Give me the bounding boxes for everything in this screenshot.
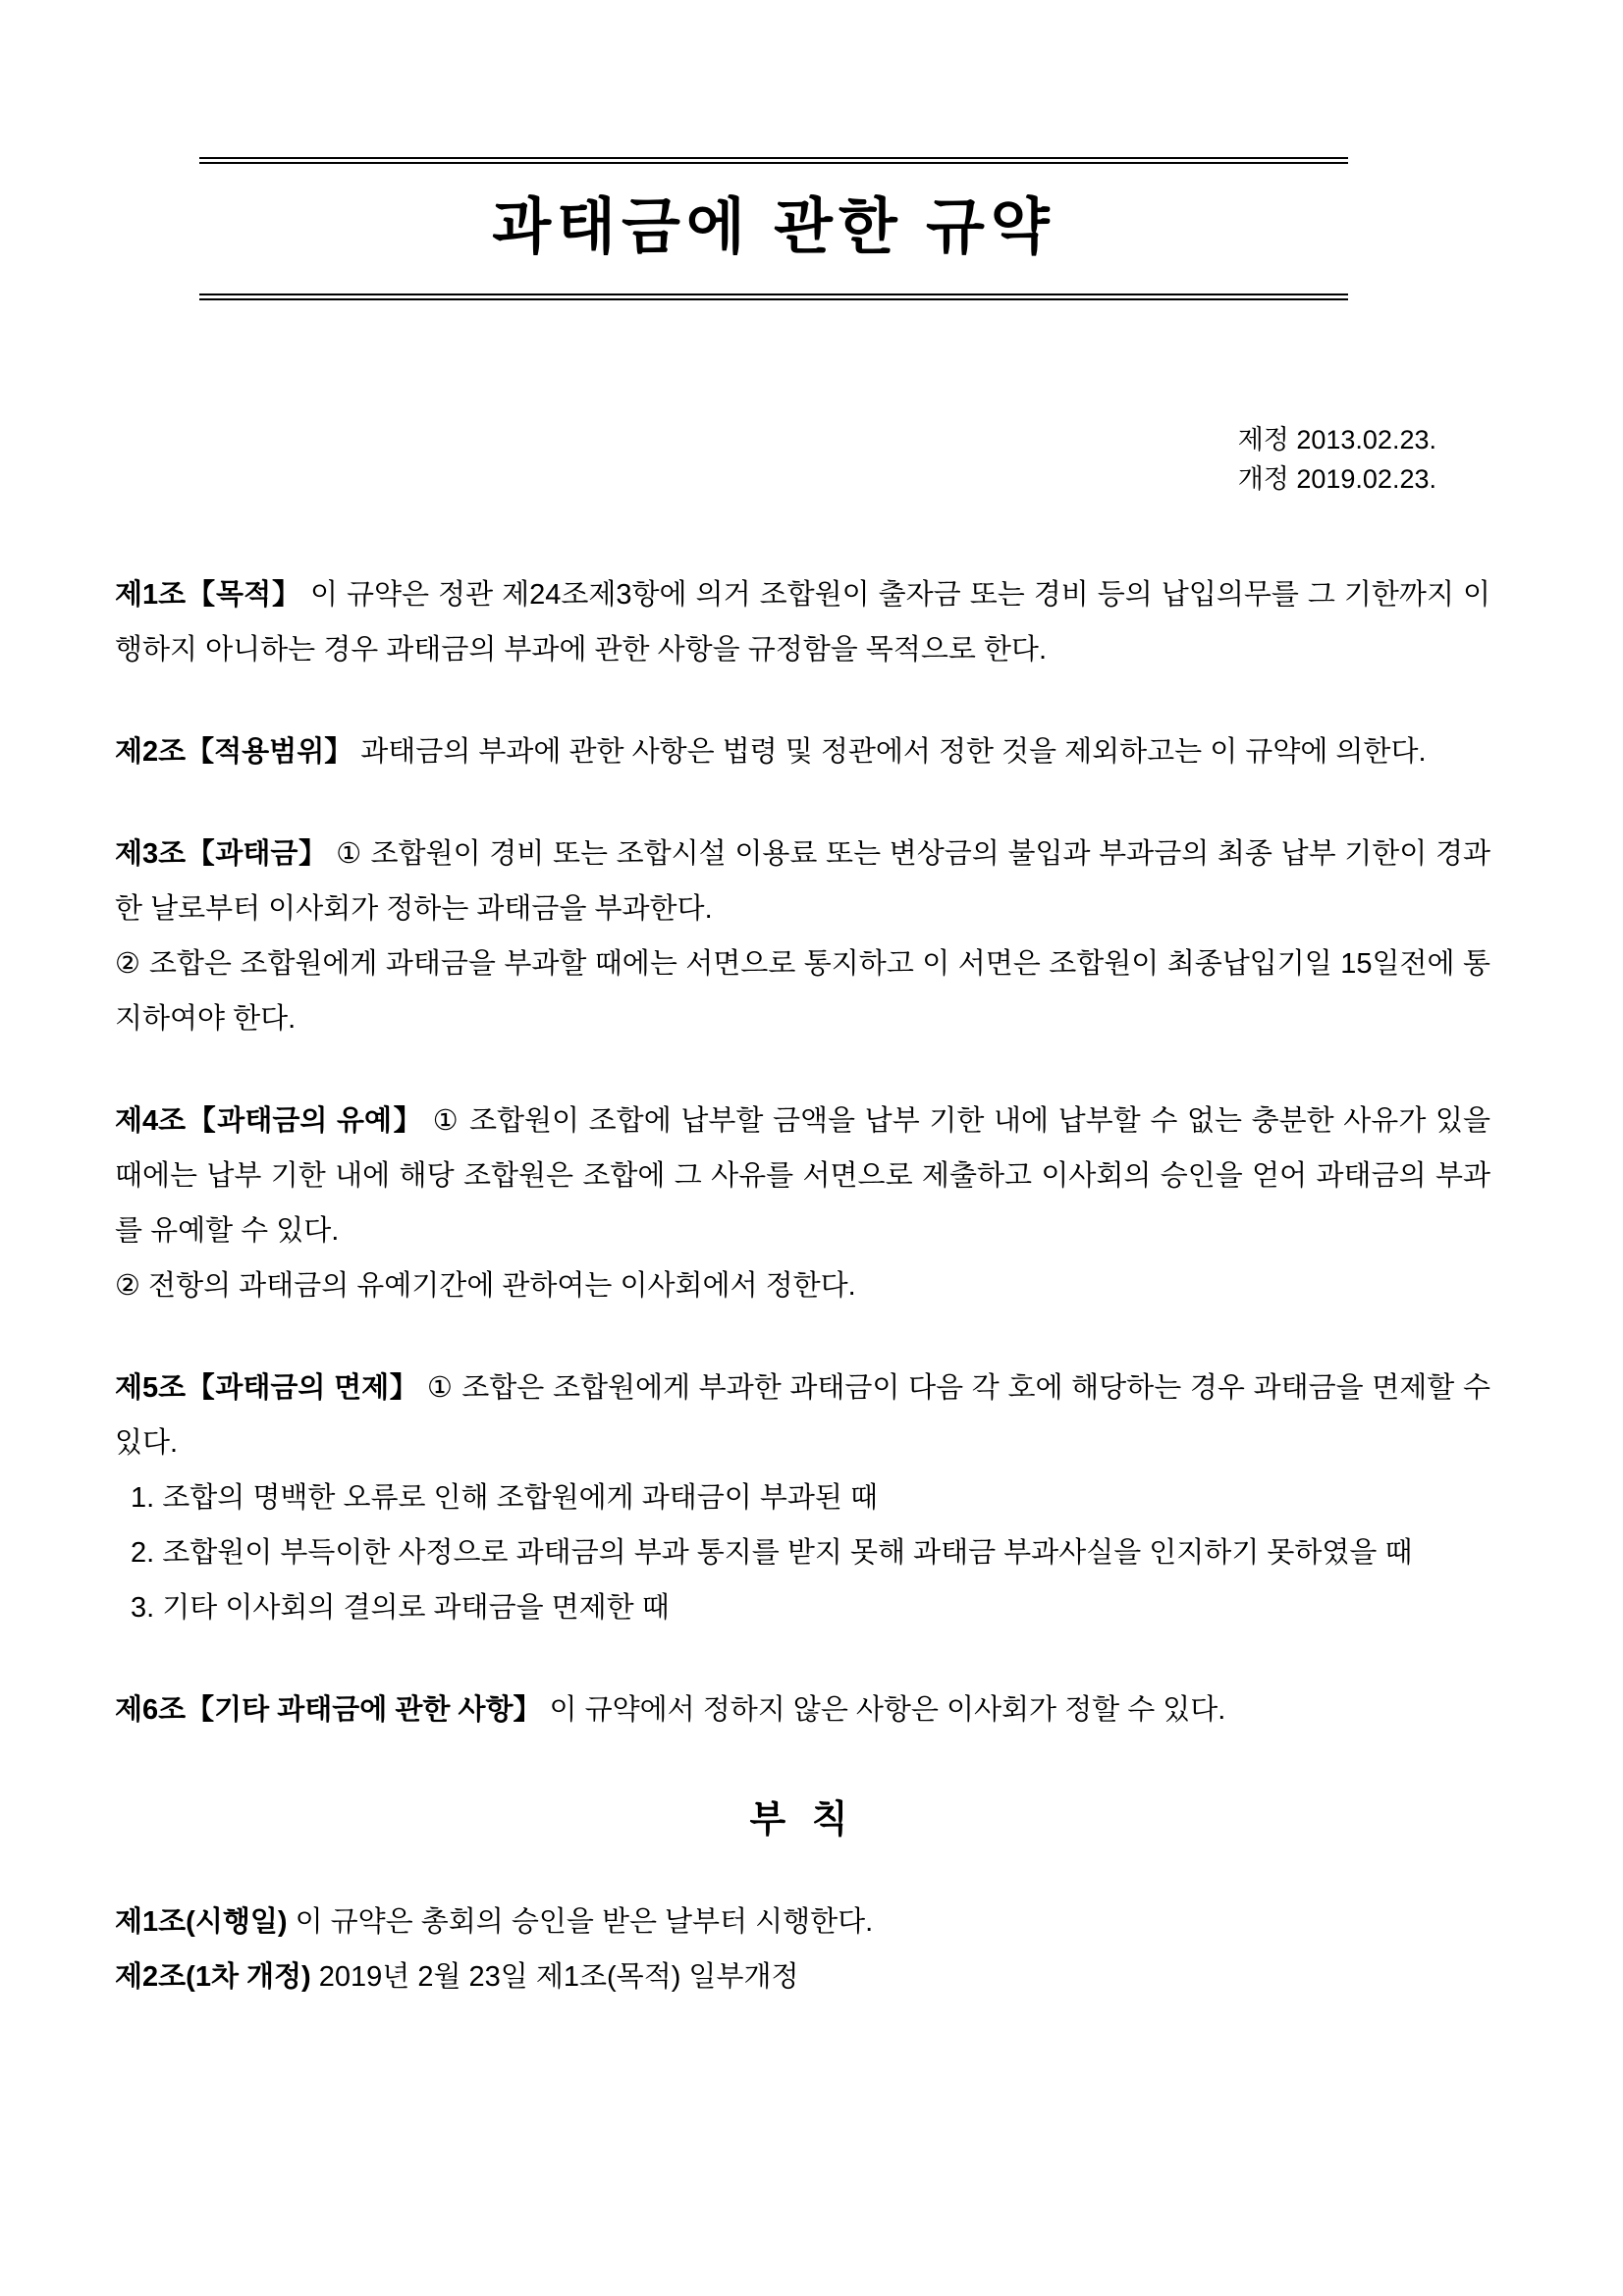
article-paragraph [115, 827, 1490, 936]
title-box [199, 157, 1348, 300]
article-label: 제1조【목적】 [115, 579, 301, 611]
revision-dates [1238, 420, 1436, 499]
numbered-item [115, 1525, 1490, 1580]
article-label: 제2조【적용범위】 [115, 736, 353, 768]
paragraph-text: 과태금의 부과에 관한 사항은 법령 및 정관에서 정한 것을 제외하고는 이 규약에 의한다. [352, 736, 1427, 768]
article-label: 제6조【기타 과태금에 관한 사항】 [115, 1694, 542, 1726]
paragraph-text: ① 조합은 조합원에게 부과한 과태금이 다음 각 호에 해당하는 경우 과태금을 면제할 수 있다. [115, 1372, 1490, 1459]
clause-paragraph [115, 1258, 1490, 1313]
paragraph-text: 2019년 2월 23일 제1조(목적) 일부개정 [310, 1961, 799, 1993]
paragraph-text: 2. 조합원이 부득이한 사정으로 과태금의 부과 통지를 받지 못해 과태금 부과사실을 인지하기 못하였을 때 [131, 1537, 1413, 1569]
article-paragraph [115, 724, 1490, 779]
article-label: 제2조(1차 개정) [115, 1961, 311, 1993]
addendum-heading: 부 칙 [749, 1799, 856, 1841]
article-label: 제4조【과태금의 유예】 [115, 1105, 424, 1137]
article-paragraph [115, 567, 1490, 677]
enactment-date: 제정 2013.02.23. [1237, 425, 1436, 454]
document-title: 과태금에 관한 규약 [492, 193, 1055, 261]
article-paragraph [115, 1361, 1490, 1470]
paragraph-text: 이 규약에서 정하지 않은 사항은 이사회가 정할 수 있다. [541, 1694, 1226, 1726]
numbered-item [115, 1470, 1490, 1525]
clause-paragraph [115, 936, 1490, 1046]
numbered-item [115, 1580, 1490, 1635]
article-label: 제3조【과태금】 [115, 838, 328, 870]
article-paragraph [115, 1895, 1490, 1949]
article-paragraph [115, 1682, 1490, 1737]
paragraph-text: ② 전항의 과태금의 유예기간에 관하여는 이사회에서 정한다. [115, 1270, 856, 1302]
paragraph-text: ① 조합원이 조합에 납부할 금액을 납부 기한 내에 납부할 수 없는 충분한 사유가 있을 때에는 납부 기한 내에 해당 조합원은 조합에 그 사유를 서면으로 제출하고 이사회의 승인을 얻어 과태금의 부과를 유예할 수 있다. [115, 1105, 1490, 1247]
paragraph-text: 이 규약은 총회의 승인을 받은 날부터 시행한다. [287, 1906, 874, 1938]
paragraph-text: 1. 조합의 명백한 오류로 인해 조합원에게 과태금이 부과된 때 [131, 1482, 878, 1514]
document-body [115, 567, 1490, 2004]
article-label: 제1조(시행일) [115, 1906, 288, 1938]
paragraph-text: ② 조합은 조합원에게 과태금을 부과할 때에는 서면으로 통지하고 이 서면은 조합원이 최종납입기일 15일전에 통지하여야 한다. [115, 948, 1490, 1035]
paragraph-text: 이 규약은 정관 제24조제3항에 의거 조합원이 출자금 또는 경비 등의 납입의무를 그 기한까지 이행하지 아니하는 경우 과태금의 부과에 관한 사항을 규정함을 목적으로 한다. [115, 579, 1490, 666]
article-paragraph [115, 1094, 1490, 1258]
article-label: 제5조【과태금의 면제】 [115, 1372, 419, 1404]
article-paragraph [115, 1949, 1490, 2004]
revision-date: 개정 2019.02.23. [1237, 464, 1436, 494]
paragraph-text: 3. 기타 이사회의 결의로 과태금을 면제한 때 [131, 1592, 670, 1624]
paragraph-text: ① 조합원이 경비 또는 조합시설 이용료 또는 변상금의 불입과 부과금의 최종 납부 기한이 경과한 날로부터 이사회가 정하는 과태금을 부과한다. [115, 838, 1490, 925]
